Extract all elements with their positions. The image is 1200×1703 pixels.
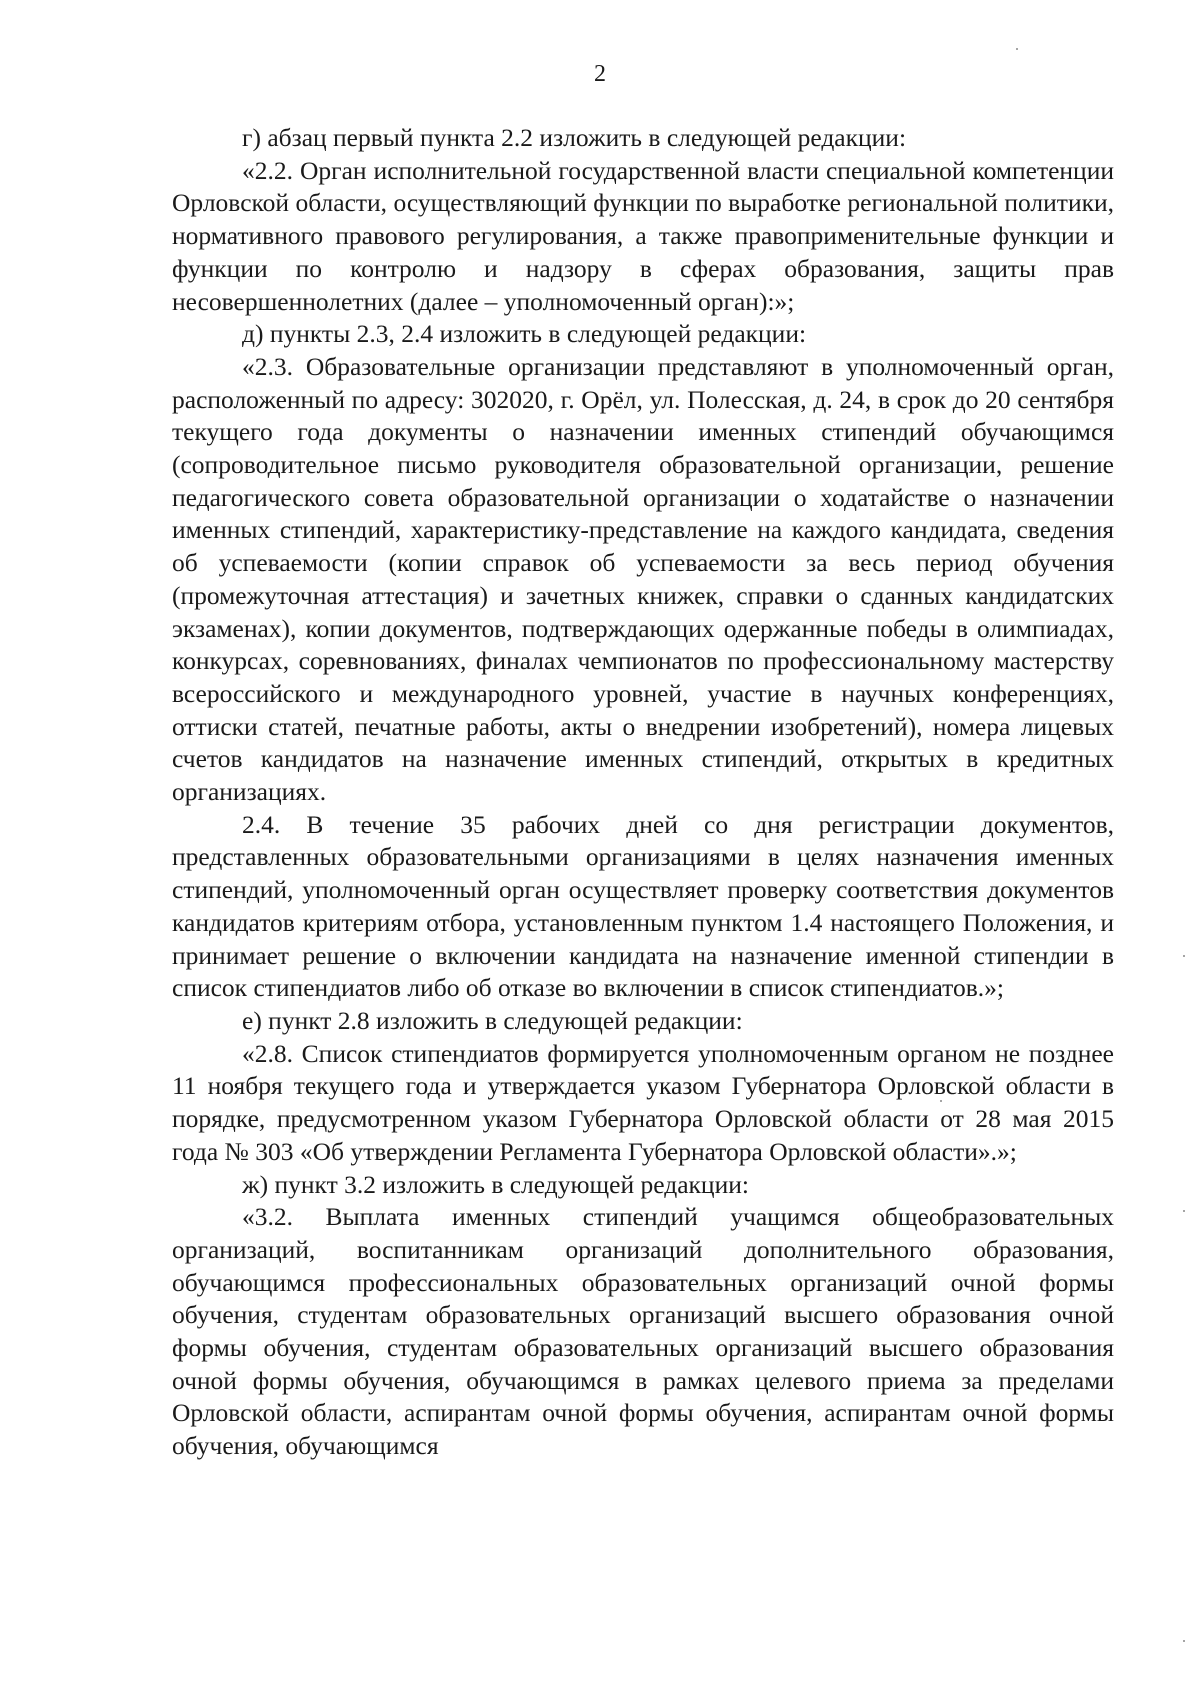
paragraph-2-3: «2.3. Образовательные организации представляют в уполномоченный орган, расположенный по адресу: 302020, г. Орёл, ул. Полесская, д. 24, в срок до 20 сентября текущего года документы о назначении именных стипендий обучающимся (сопроводительное письмо руководителя образовательной организации, решение педагогического совета образовательной организации о ходатайстве о назначении именных стипендий, характеристику-представление на каждого кандидата, сведения об успеваемости (копии справок об успеваемости за весь период обучения (промежуточная аттестация) и зачетных книжек, справки о сданных кандидатских экзаменах), копии документов, подтверждающих одержанные победы в олимпиадах, конкурсах, соревнованиях, финалах чемпионатов по профессиональному мастерству всероссийского и международного уровней, участие в научных конференциях, оттиски статей, печатные работы, акты о внедрении изобретений), номера лицевых счетов кандидатов на назначение именных стипендий, открытых в кредитных организациях. xyxy=(172,351,1114,807)
document-body xyxy=(172,122,1114,1463)
paragraph-item-e: е) пункт 2.8 изложить в следующей редакции: xyxy=(242,1005,743,1035)
scan-speck xyxy=(940,1100,942,1102)
paragraph-item-zh: ж) пункт 3.2 изложить в следующей редакции: xyxy=(242,1169,749,1199)
paragraph-3-2: «3.2. Выплата именных стипендий учащимся общеобразовательных организаций, воспитанникам организаций дополнительного образования, обучающимся профессиональных образовательных организаций очной формы обучения, студентам образовательных организаций высшего образования очной формы обучения, студентам образовательных организаций высшего образования очной формы обучения, обучающимся в рамках целевого приема за пределами Орловской области, аспирантам очной формы обучения, аспирантам очной формы обучения, обучающимся xyxy=(172,1202,1114,1461)
paragraph-item-d: д) пункты 2.3, 2.4 изложить в следующей редакции: xyxy=(242,319,807,349)
page-number: 2 xyxy=(594,61,606,87)
paragraph-item-g: г) абзац первый пункта 2.2 изложить в следующей редакции: xyxy=(242,123,907,152)
paragraph-2-8: «2.8. Список стипендиатов формируется уполномоченным органом не позднее 11 ноября текущего года и утверждается указом Губернатора Орловской области в порядке, предусмотренном указом Губернатора Орловской области от 28 мая 2015 года № 303 «Об утверждении Регламента Губернатора Орловской области».»; xyxy=(172,1038,1114,1166)
scan-speck xyxy=(1183,1210,1185,1212)
scan-speck xyxy=(1183,955,1185,957)
paragraph-2-4: 2.4. В течение 35 рабочих дней со дня регистрации документов, представленных образовательными организациями в целях назначения именных стипендий, уполномоченный орган осуществляет проверку соответствия документов кандидатов критериям отбора, установленным пунктом 1.4 настоящего Положения, и принимает решение о включении кандидата на назначение именной стипендии в список стипендиатов либо об отказе во включении в список стипендиатов.»; xyxy=(172,809,1114,1003)
scan-speck xyxy=(1183,1640,1185,1642)
scan-speck xyxy=(1016,48,1018,50)
paragraph-2-2: «2.2. Орган исполнительной государственной власти специальной компетенции Орловской области, осуществляющий функции по выработке региональной политики, нормативного правового регулирования, а также правоприменительные функции и функции по контролю и надзору в сферах образования, защиты прав несовершеннолетних (далее – уполномоченный орган):»; xyxy=(172,155,1114,316)
